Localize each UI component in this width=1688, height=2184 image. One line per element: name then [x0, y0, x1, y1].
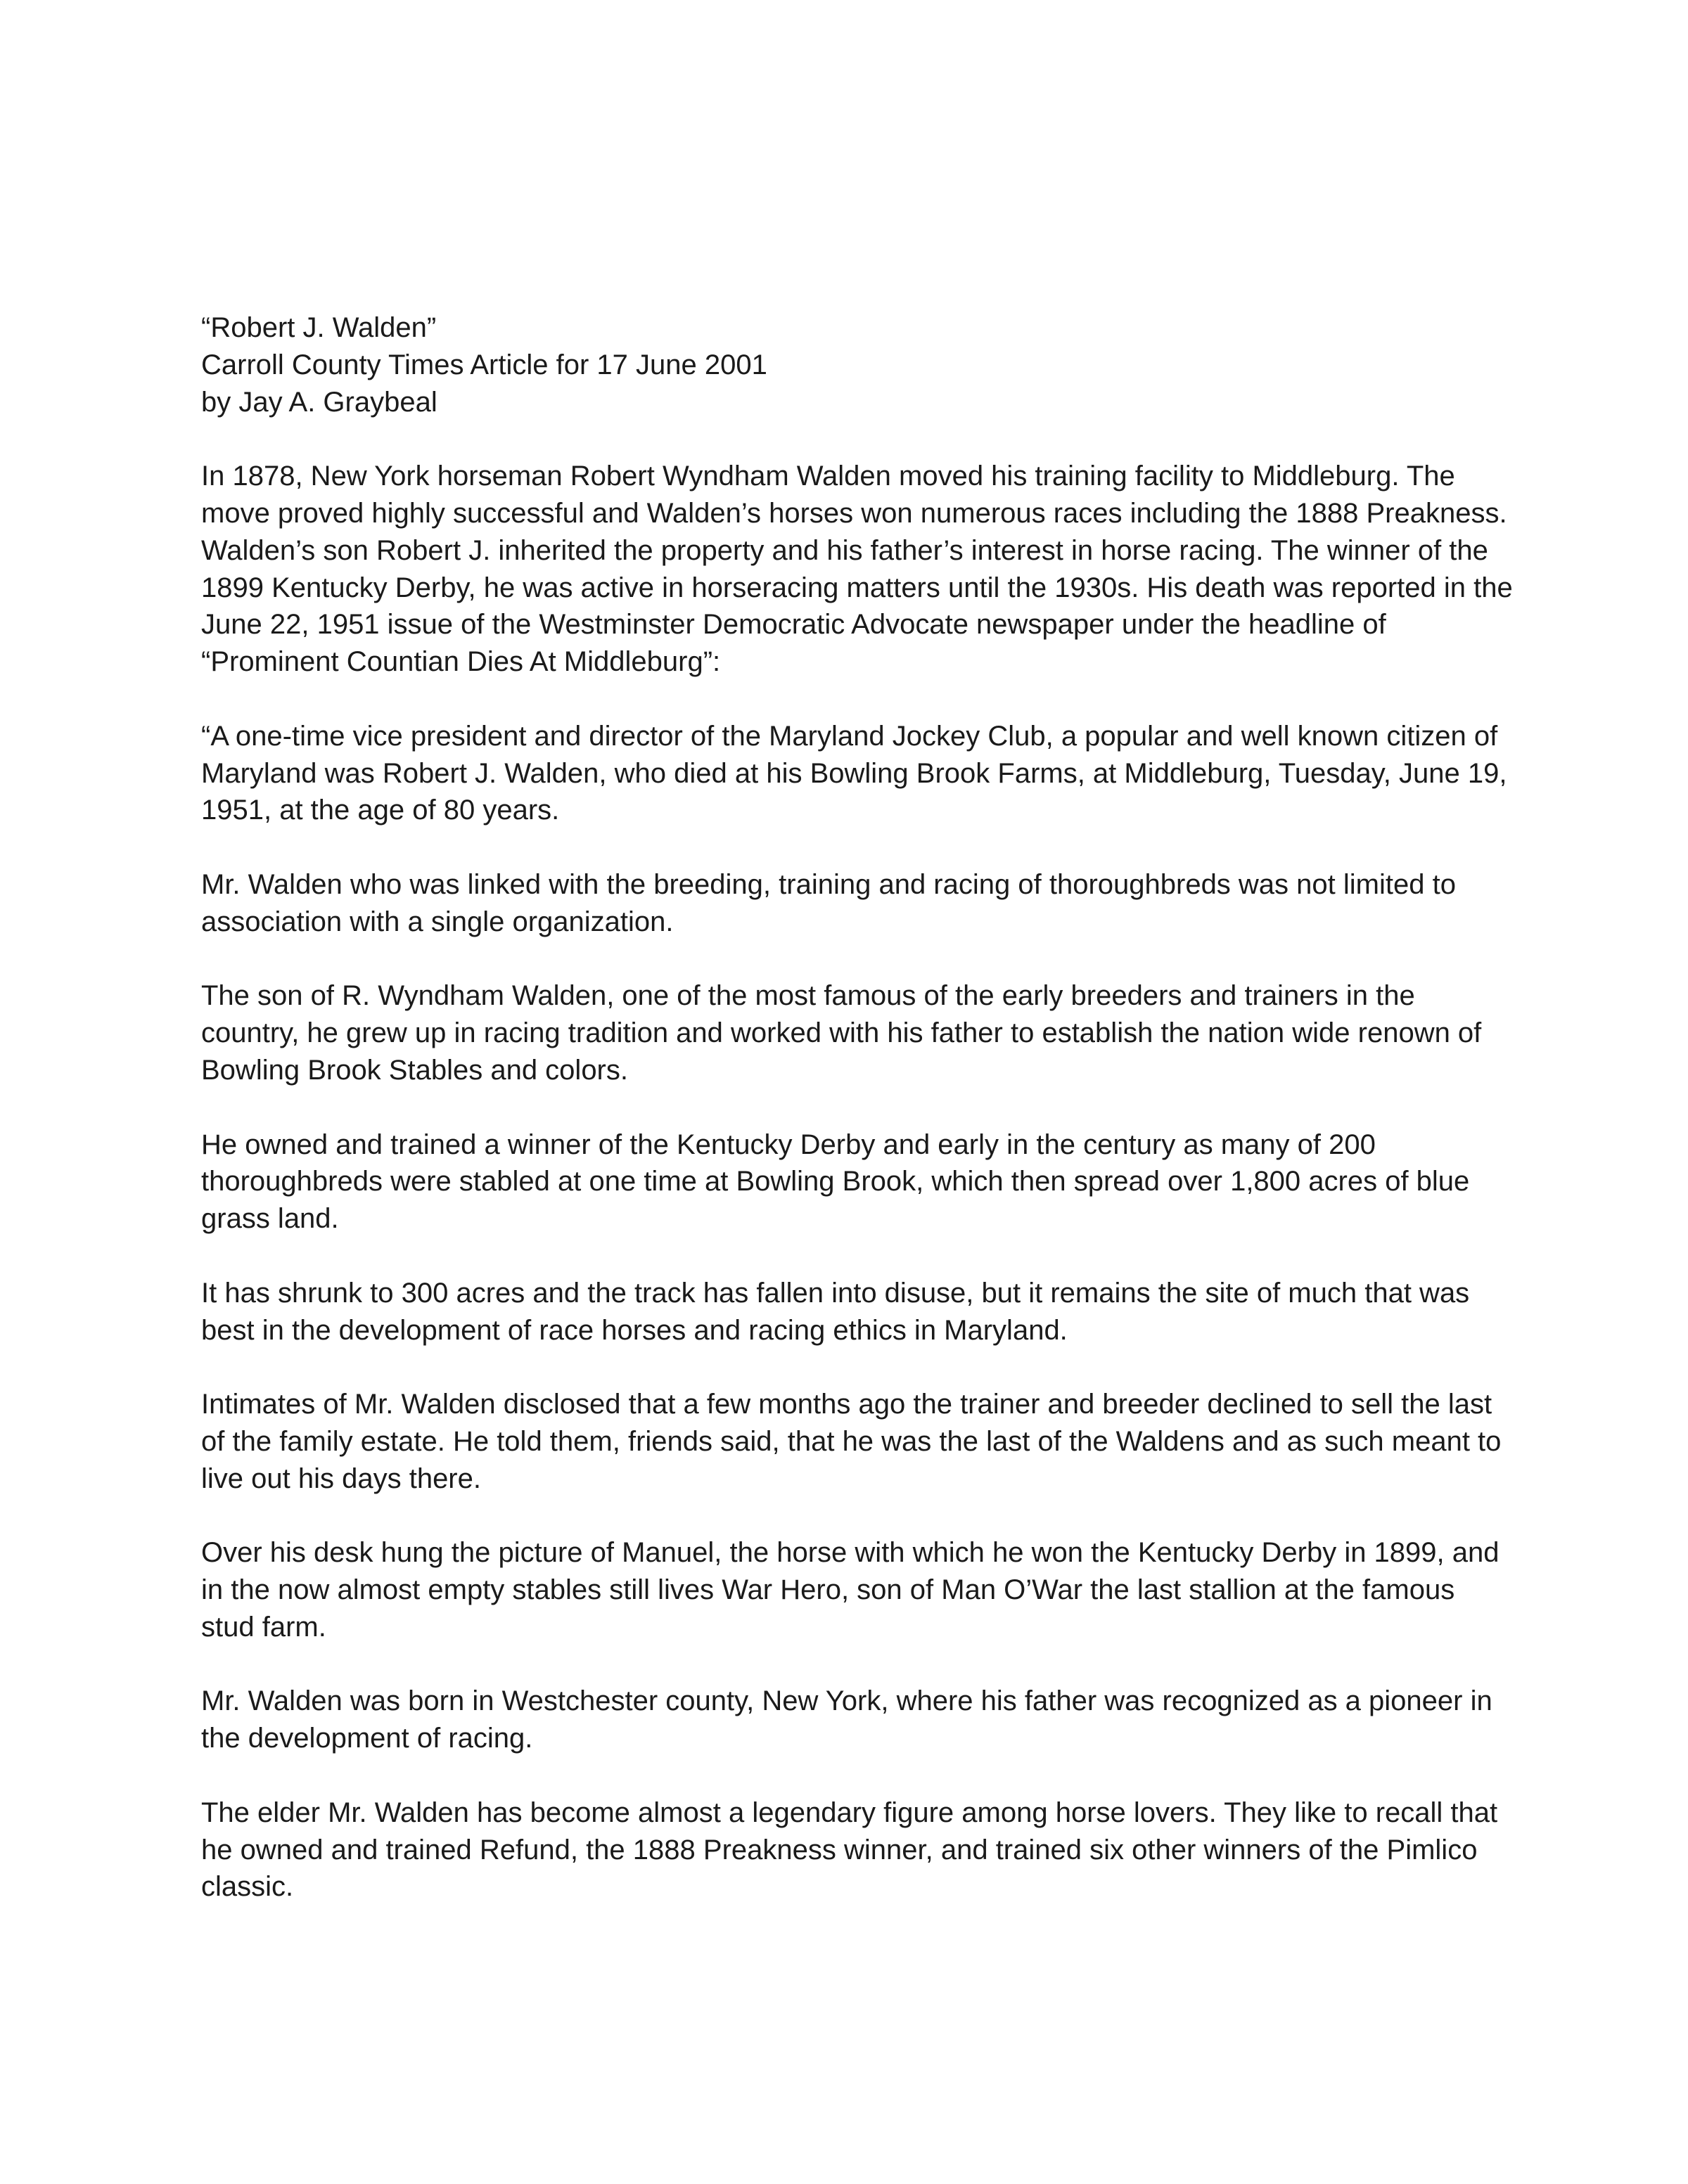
article-title: “Robert J. Walden” — [201, 312, 437, 343]
paragraph-breeding: Mr. Walden who was linked with the breeding, training and racing of thoroughbreds was not limited to association with a single organization. — [201, 868, 1456, 937]
byline: by Jay A. Graybeal — [201, 386, 437, 418]
article-body — [201, 309, 1514, 1943]
paragraph-elder: The elder Mr. Walden has become almost a legendary figure among horse lovers. They like to recall that he owned and trained Refund, the 1888 Preakness winner, and trained six other winners of the Pimlico classic. — [201, 1797, 1498, 1903]
paragraph-desk-picture: Over his desk hung the picture of Manuel, the horse with which he won the Kentucky Derby in 1899, and in the now almost empty stables still lives War Hero, son of Man O’War the last stallion at the famous stud farm. — [201, 1537, 1500, 1643]
publication-line: Carroll County Times Article for 17 June 2001 — [201, 349, 767, 380]
paragraph-intimates: Intimates of Mr. Walden disclosed that a few months ago the trainer and breeder declined to sell the last of the family estate. He told them, friends said, that he was the last of the Waldens and as such meant to live out his days there. — [201, 1389, 1502, 1494]
paragraph-quote-opening: “A one-time vice president and director of the Maryland Jockey Club, a popular and well known citizen of Maryland was Robert J. Walden, who died at his Bowling Brook Farms, at Middleburg, Tuesday, June 19, 1951, at the age of 80 years. — [201, 720, 1507, 826]
article-header — [201, 309, 1514, 420]
paragraph-shrunk: It has shrunk to 300 acres and the track has fallen into disuse, but it remains the site of much that was best in the development of race horses and racing ethics in Maryland. — [201, 1277, 1470, 1346]
paragraph-father: The son of R. Wyndham Walden, one of the most famous of the early breeders and trainers in the country, he grew up in racing tradition and worked with his father to establish the nation wide renown of Bowling Brook Stables and colors. — [201, 980, 1482, 1086]
paragraph-born: Mr. Walden was born in Westchester county, New York, where his father was recognized as a pioneer in the development of racing. — [201, 1685, 1492, 1754]
paragraph-derby-winner: He owned and trained a winner of the Kentucky Derby and early in the century as many of 200 thoroughbreds were stabled at one time at Bowling Brook, which then spread over 1,800 acres of blue grass land. — [201, 1129, 1470, 1235]
paragraph-intro: In 1878, New York horseman Robert Wyndham Walden moved his training facility to Middleburg. The move proved highly successful and Walden’s horses won numerous races including the 1888 Preakness. Walden’s son Robert J. inherited the property and his father’s interest in horse racing. The winner of the 1899 Kentucky Derby, he was active in horseracing matters until the 1930s. His death was reported in the June 22, 1951 issue of the Westminster Democratic Advocate newspaper under the headline of “Prominent Countian Dies At Middleburg”: — [201, 461, 1513, 678]
